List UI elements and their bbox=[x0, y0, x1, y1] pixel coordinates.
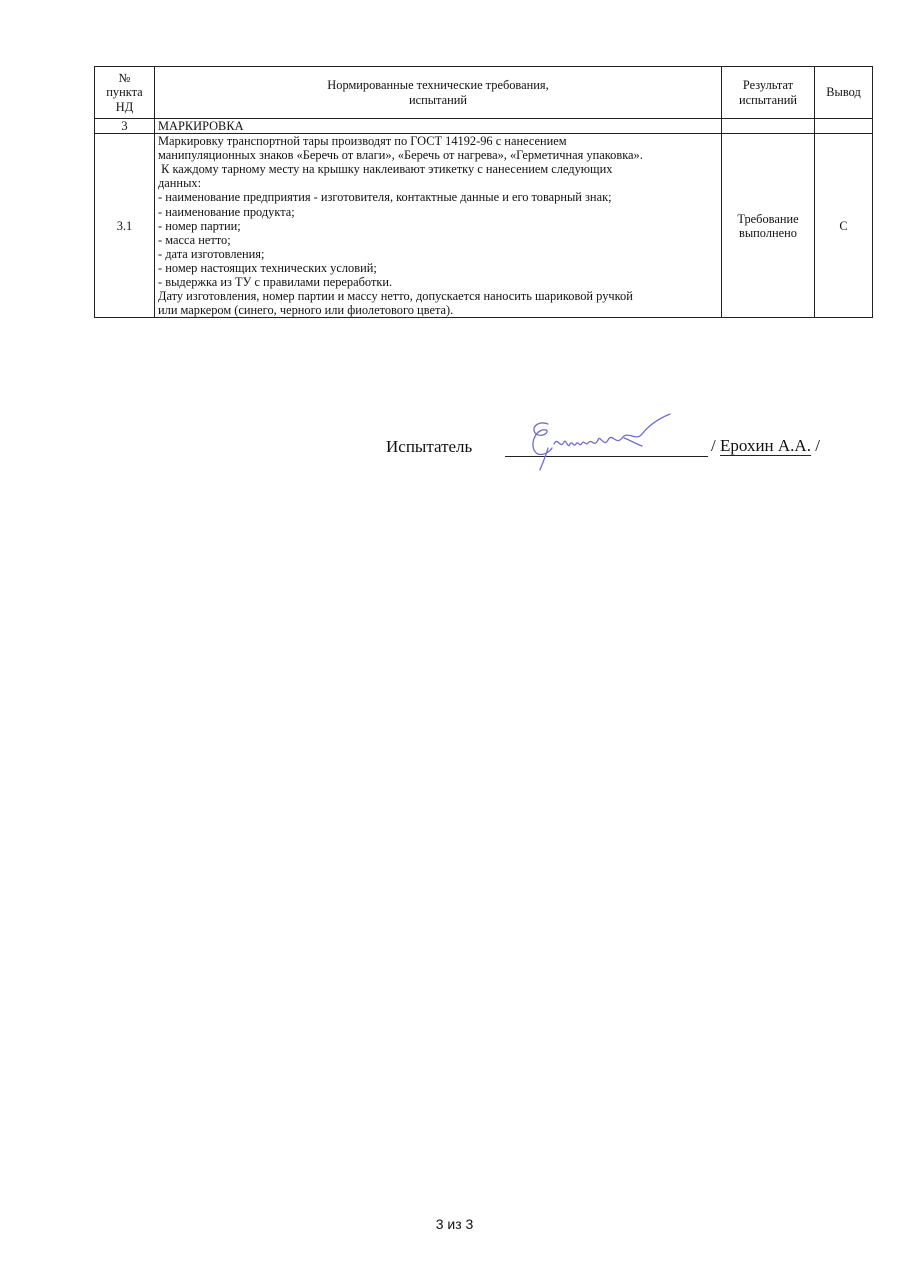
section-conclusion-empty bbox=[815, 119, 873, 134]
section-result-empty bbox=[722, 119, 815, 134]
row-conclusion: С bbox=[815, 134, 873, 318]
header-requirements: Нормированные технические требования, испытаний bbox=[155, 67, 722, 119]
tester-name-text: Ерохин А.А. bbox=[719, 436, 811, 455]
row-result: Требование выполнено bbox=[722, 134, 815, 318]
table-row bbox=[95, 134, 873, 318]
row-item-number: 3.1 bbox=[95, 134, 155, 318]
header-conclusion: Вывод bbox=[815, 67, 873, 119]
handwritten-signature bbox=[520, 410, 690, 479]
header-result: Результат испытаний bbox=[722, 67, 815, 119]
section-title: МАРКИРОВКА bbox=[155, 119, 722, 134]
table-header-row bbox=[95, 67, 873, 119]
section-row bbox=[95, 119, 873, 134]
header-item-number: № пункта НД bbox=[95, 67, 155, 119]
page-number: 3 из 3 bbox=[435, 1216, 474, 1232]
section-number: 3 bbox=[95, 119, 155, 134]
requirements-table bbox=[94, 66, 873, 318]
signature-scribble bbox=[520, 410, 690, 474]
row-requirement-text: Маркировку транспортной тары производят по ГОСТ 14192-96 с нанесением манипуляционных знаков «Беречь от влаги», «Беречь от нагрева», «Герметичная упаковка». К каждому тарному месту на крышку наклеивают этикетку с нанесением следующих данных: - наименование предприятия - изготовителя, контактные данные и его товарный знак; - наименование продукта; - номер партии; - масса нетто; - дата изготовления; - номер настоящих технических условий; - выдержка из ТУ с правилами переработки. Дату изготовления, номер партии и массу нетто, допускается наносить шариковой ручкой или маркером (синего, черного или фиолетового цвета). bbox=[155, 134, 722, 318]
tester-label: Испытатель bbox=[386, 437, 473, 456]
tester-name: / Ерохин А.А. / bbox=[711, 436, 820, 455]
